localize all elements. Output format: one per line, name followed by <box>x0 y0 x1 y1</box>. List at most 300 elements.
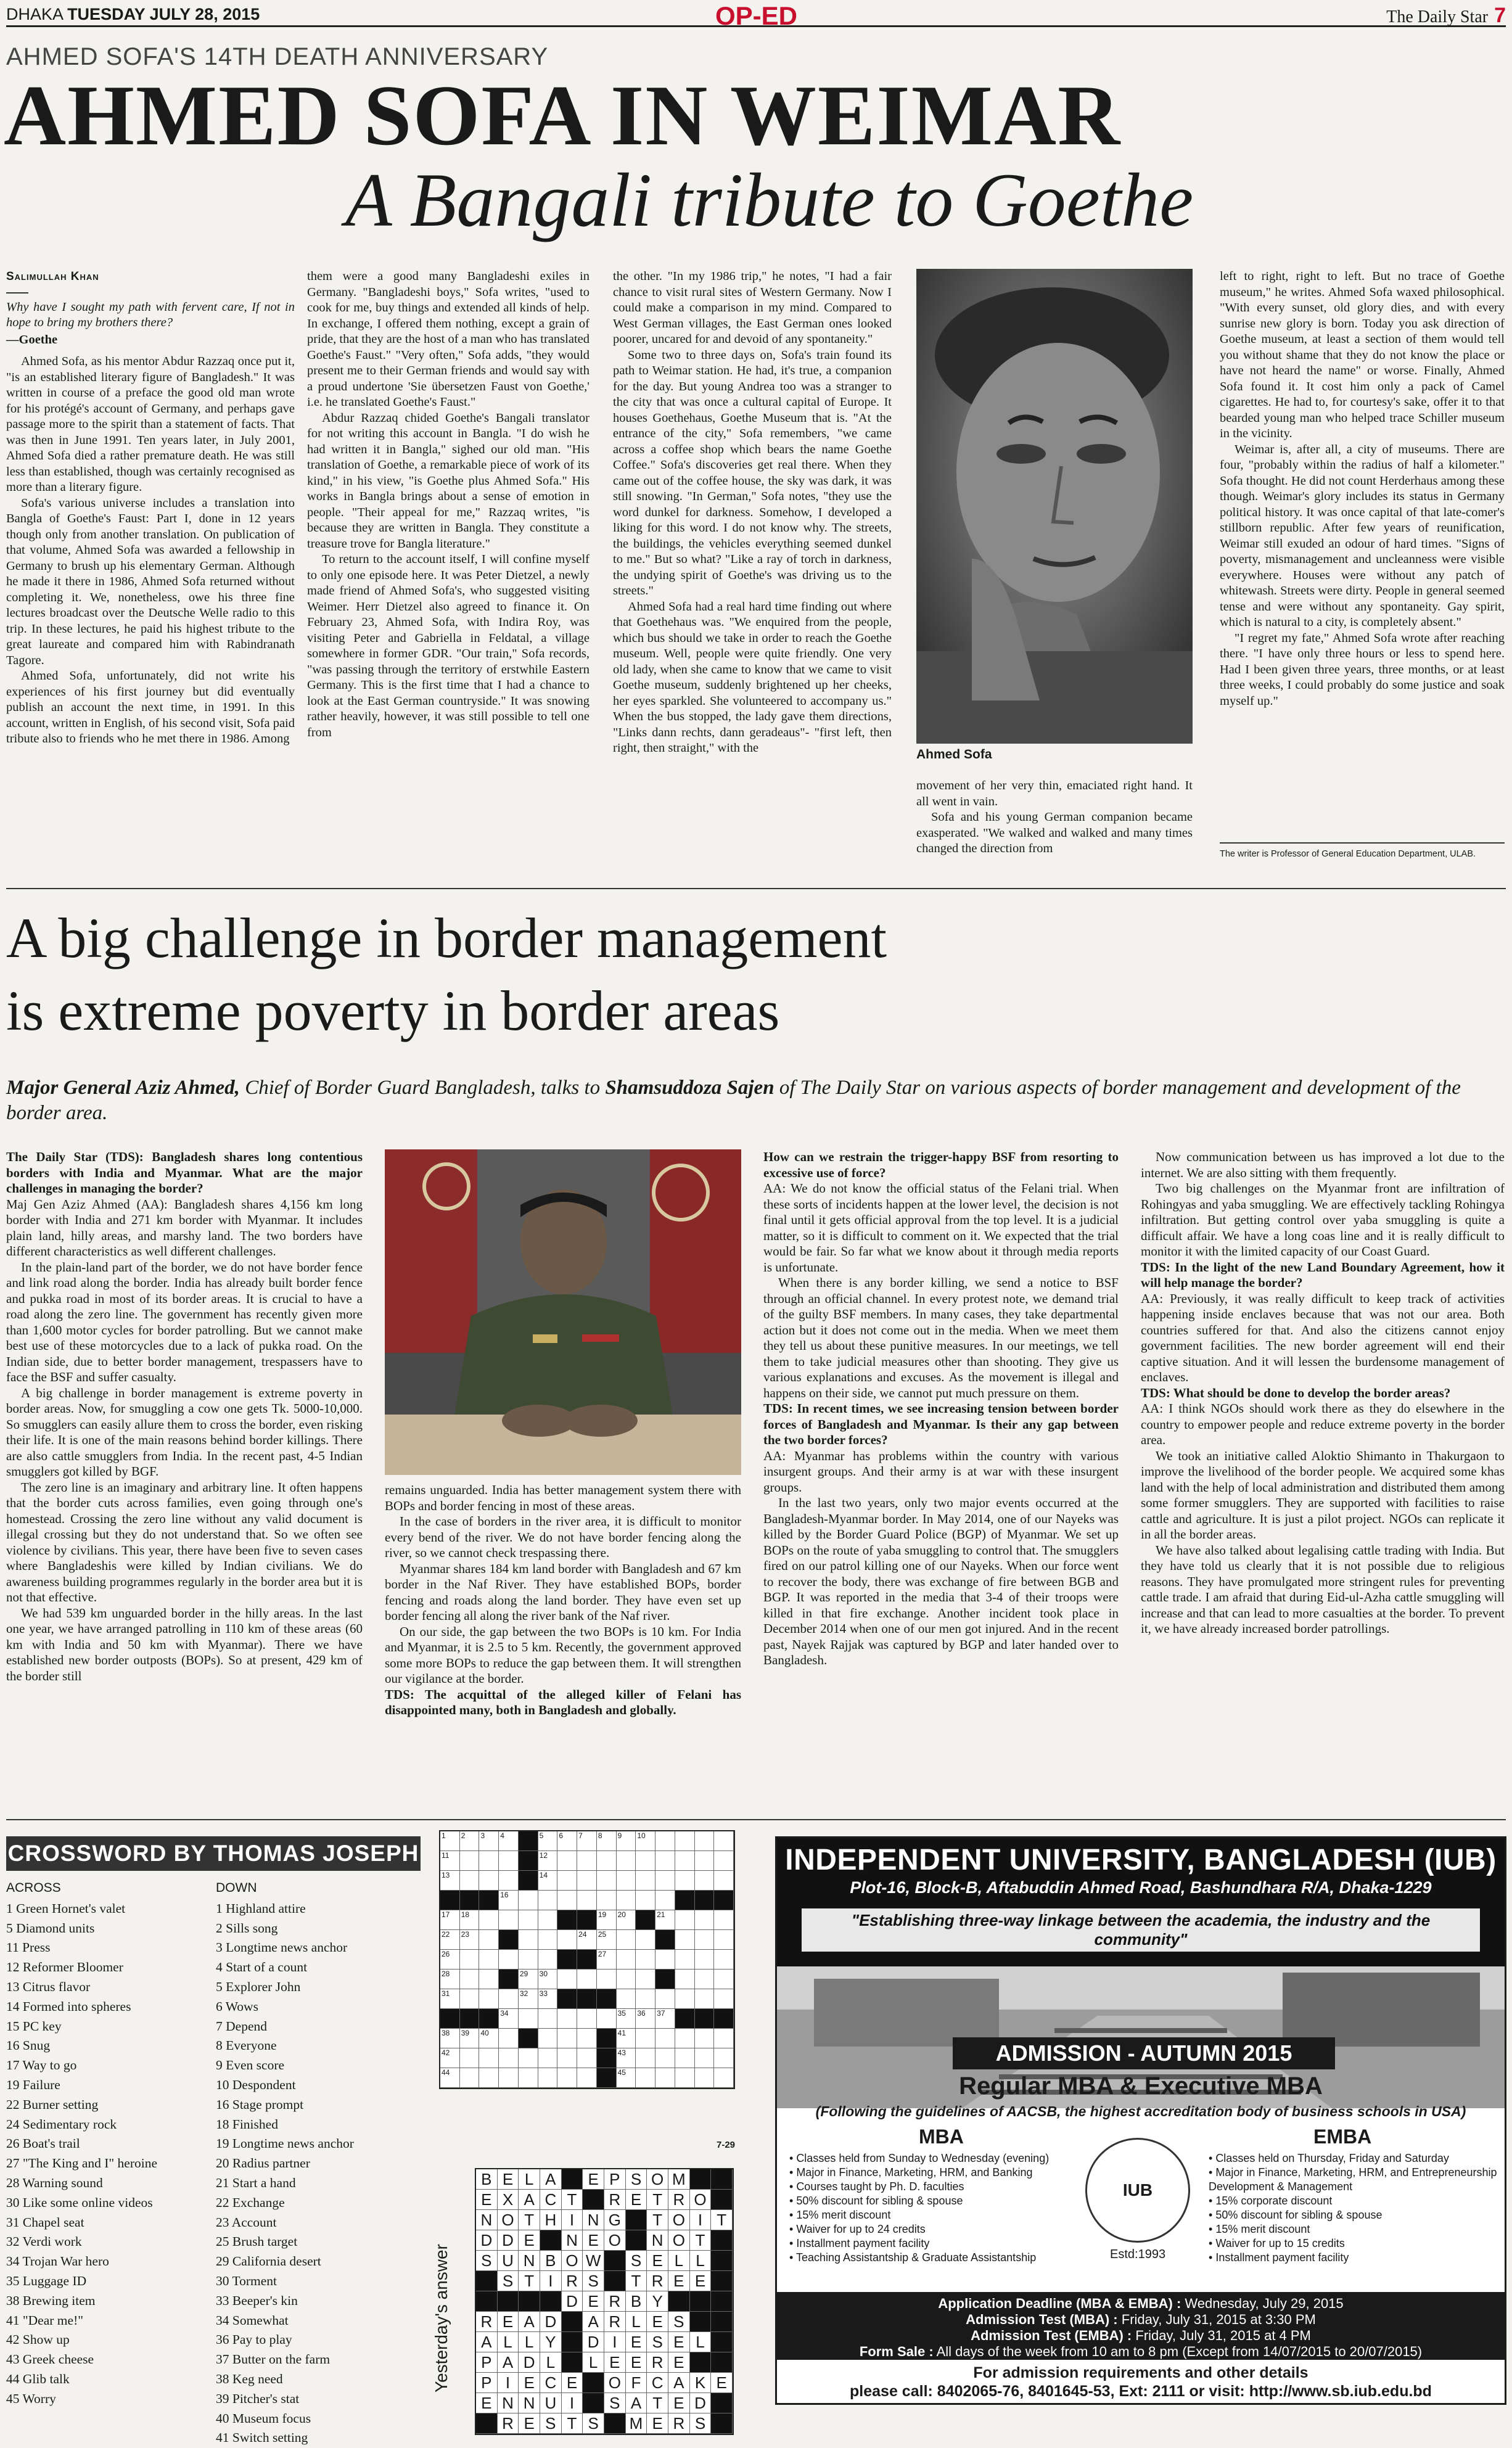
answer-block <box>476 2413 498 2434</box>
grid-cell[interactable] <box>695 1871 715 1891</box>
grid-cell[interactable] <box>557 1891 577 1910</box>
grid-cell[interactable] <box>597 1851 617 1871</box>
answer-letter: T <box>647 2190 668 2210</box>
grid-cell[interactable] <box>636 2068 655 2088</box>
grid-cell[interactable] <box>695 2068 715 2088</box>
epigraph: Why have I sought my path with fervent care, If not in hope to bring my brothers there? <box>6 300 295 329</box>
grid-cell[interactable] <box>695 1851 715 1871</box>
grid-cell[interactable] <box>636 1871 655 1891</box>
grid-block <box>519 1831 538 1851</box>
grid-cell[interactable] <box>636 1891 655 1910</box>
grid-cell[interactable] <box>714 1989 734 2009</box>
grid-cell[interactable] <box>675 1851 695 1871</box>
grid-cell[interactable]: 17 <box>440 1910 460 1930</box>
feature-item: • Installment payment facility <box>789 2236 1073 2251</box>
grid-cell[interactable] <box>714 1969 734 1989</box>
grid-cell[interactable] <box>577 1969 597 1989</box>
grid-cell[interactable]: 31 <box>440 1989 460 2009</box>
answer-block <box>626 2210 647 2230</box>
answer-block <box>690 2312 712 2332</box>
answer-letter: L <box>498 2332 519 2352</box>
grid-cell[interactable] <box>636 1851 655 1871</box>
grid-cell[interactable]: 20 <box>617 1910 636 1930</box>
answer-letter: B <box>540 2251 562 2271</box>
grid-cell[interactable]: 13 <box>440 1871 460 1891</box>
grid-cell[interactable]: 41 <box>617 2029 636 2048</box>
grid-cell[interactable] <box>499 1910 519 1930</box>
grid-cell[interactable] <box>479 1851 499 1871</box>
grid-cell[interactable]: 1 <box>440 1831 460 1851</box>
grid-cell[interactable]: 3 <box>479 1831 499 1851</box>
grid-cell[interactable] <box>577 2029 597 2048</box>
grid-block <box>636 1910 655 1930</box>
paragraph: them were a good many Bangladeshi exiles in Germany. "Bangladeshi boys," Sofa writes, "used to cook for me, buy things and extended all kinds of help. In exchange, I offered them nothing, except a grain of pride, that they are the host of a man who has translated Goethe's Faust." "Very often," Sofa adds, "they would present me to their German friends and would say with a proud undertone 'Sie übersetzen Faust von Goethe,' i.e. he translated Goethe's Faust." <box>307 269 590 409</box>
grid-cell[interactable]: 30 <box>538 1969 558 1989</box>
grid-block <box>479 2009 499 2029</box>
crossword-clue: 10 Despondent <box>216 2077 296 2092</box>
grid-cell[interactable]: 21 <box>655 1910 675 1930</box>
byline-rule <box>6 292 28 294</box>
grid-cell[interactable]: 45 <box>617 2068 636 2088</box>
answer-letter: D <box>583 2332 604 2352</box>
grid-cell[interactable]: 29 <box>519 1969 538 1989</box>
grid-cell[interactable] <box>557 2009 577 2029</box>
grid-cell[interactable] <box>636 2029 655 2048</box>
answer-block <box>498 2291 519 2312</box>
answer-letter: E <box>476 2393 498 2413</box>
grid-block <box>597 1989 617 2009</box>
grid-cell[interactable] <box>538 1930 558 1950</box>
grid-cell[interactable] <box>538 2068 558 2088</box>
answer-block <box>540 2230 562 2251</box>
answer-letter: E <box>668 2332 690 2352</box>
contact-line-1: For admission requirements and other details <box>973 2364 1309 2381</box>
grid-cell[interactable]: 9 <box>617 1831 636 1851</box>
grid-cell[interactable] <box>617 1950 636 1969</box>
grid-cell[interactable]: 7 <box>577 1831 597 1851</box>
answer-letter: E <box>711 2373 733 2393</box>
paragraph: Sofa and his young German companion became exasperated. "We walked and walked and many times changed the direction from <box>916 810 1193 855</box>
grid-cell[interactable] <box>499 1871 519 1891</box>
answer-letter: R <box>604 2190 626 2210</box>
grid-cell[interactable] <box>695 1930 715 1950</box>
grid-cell[interactable] <box>714 2029 734 2048</box>
grid-block <box>695 2009 715 2029</box>
feature-item: • 50% discount for sibling & spouse <box>789 2194 1073 2208</box>
grid-cell[interactable] <box>675 2068 695 2088</box>
page-number: 7 <box>1494 4 1506 27</box>
crossword-clue: 16 Snug <box>6 2038 51 2053</box>
grid-cell[interactable] <box>695 1950 715 1969</box>
paragraph: Ahmed Sofa, unfortunately, did not write his experiences of his first journey but did eventually publish an account the next time, in 1991. In this account, written in English, of his second visit, Sofa paid tribute also to friends who he met there in 1986. Among <box>6 669 295 745</box>
grid-cell[interactable]: 16 <box>499 1891 519 1910</box>
grid-cell[interactable]: 11 <box>440 1851 460 1871</box>
grid-cell[interactable]: 34 <box>499 2009 519 2029</box>
grid-block <box>557 1910 577 1930</box>
paragraph: A big challenge in border management is extreme poverty in border areas. Now, for smuggling a cow one gets Tk. 5000-10,000. So smugglers can easily allure them to cross the border, even risking their life. It is one of the main reasons behind border killings. There are also cattle smugglers from India. In the recent past, 4-5 Indian smugglers got killed by BGF. <box>6 1385 363 1479</box>
crossword-clue: 45 Worry <box>6 2391 56 2406</box>
grid-cell[interactable] <box>655 2029 675 2048</box>
answer-block <box>583 2393 604 2413</box>
crossword-grid[interactable] <box>439 1830 735 2089</box>
grid-cell[interactable] <box>675 2048 695 2068</box>
grid-cell[interactable] <box>714 1910 734 1930</box>
answer-block <box>604 2251 626 2271</box>
answer-letter: O <box>498 2210 519 2230</box>
mba-heading: MBA <box>919 2126 964 2148</box>
grid-cell[interactable] <box>538 2048 558 2068</box>
answer-letter: T <box>626 2271 647 2291</box>
answer: AA: Previously, it was really difficult to keep track of activities happening inside enclaves because that was not our area. Both countries suffered for that. And also the citizens cannot enjoy government facilities. The new border agreement will end their captive situation. And it will lessen the burdensome management of enclaves. <box>1141 1291 1505 1384</box>
grid-cell[interactable] <box>655 1989 675 2009</box>
photo-caption: Ahmed Sofa <box>916 747 992 762</box>
answer-letter: L <box>583 2352 604 2373</box>
crossword-clue: 8 Everyone <box>216 2038 277 2053</box>
crossword-clue: 26 Boat's trail <box>6 2136 80 2151</box>
grid-cell[interactable]: 5 <box>538 1831 558 1851</box>
grid-cell[interactable] <box>499 2048 519 2068</box>
grid-cell[interactable] <box>479 1930 499 1950</box>
grid-cell[interactable] <box>655 2068 675 2088</box>
grid-cell[interactable]: 19 <box>597 1910 617 1930</box>
grid-cell[interactable] <box>479 2048 499 2068</box>
grid-cell[interactable]: 37 <box>655 2009 675 2029</box>
grid-cell[interactable] <box>577 2048 597 2068</box>
answer-letter: D <box>562 2291 583 2312</box>
answer-letter: Y <box>647 2291 668 2312</box>
answer-letter: N <box>519 2393 540 2413</box>
grid-cell[interactable] <box>519 1950 538 1969</box>
answer-letter: M <box>668 2169 690 2190</box>
crossword-clue: 38 Keg need <box>216 2371 283 2386</box>
answer-letter: B <box>626 2291 647 2312</box>
crossword-clue: 33 Beeper's kin <box>216 2293 298 2308</box>
grid-cell[interactable]: 32 <box>519 1989 538 2009</box>
grid-cell[interactable]: 44 <box>440 2068 460 2088</box>
grid-cell[interactable] <box>636 1969 655 1989</box>
grid-cell[interactable]: 6 <box>557 1831 577 1851</box>
answer-letter: E <box>626 2332 647 2352</box>
answer-letter: E <box>668 2393 690 2413</box>
grid-cell[interactable] <box>577 1851 597 1871</box>
answer-block <box>711 2169 733 2190</box>
answer-letter: E <box>519 2230 540 2251</box>
answer-letter: O <box>604 2230 626 2251</box>
grid-cell[interactable] <box>538 1910 558 1930</box>
answer-letter: C <box>540 2373 562 2393</box>
grid-cell[interactable]: 28 <box>440 1969 460 1989</box>
grid-cell[interactable] <box>557 1851 577 1871</box>
grid-cell[interactable] <box>460 1989 480 2009</box>
answer-letter: F <box>626 2373 647 2393</box>
paragraph: Ahmed Sofa had a real hard time finding out where that Goethehaus was. "We enquired from the people, which bus should we take in order to reach the Goethe museum. Well, people were quite friendly. One very old lady, when she came to know that we came to visit Goethe museum, suddenly brightened up her cheeks, her eyes sparkled. She volunteered to accompany us." When the bus stopped, the lady gave them directions, "Links dann rechts, dann geradeaus"- "first left, then right, then straight," with the <box>613 599 892 755</box>
crossword-clue: 31 Chapel seat <box>6 2214 84 2230</box>
grid-cell[interactable]: 43 <box>617 2048 636 2068</box>
grid-block <box>519 2029 538 2048</box>
section-divider <box>6 888 1506 889</box>
grid-cell[interactable] <box>675 1910 695 1930</box>
grid-cell[interactable] <box>695 1910 715 1930</box>
answer-block <box>711 2230 733 2251</box>
answer-letter: E <box>647 2413 668 2434</box>
answer-letter: E <box>519 2373 540 2393</box>
grid-cell[interactable] <box>460 1950 480 1969</box>
grid-cell[interactable]: 12 <box>538 1851 558 1871</box>
answer-letter: S <box>647 2332 668 2352</box>
grid-cell[interactable] <box>499 1851 519 1871</box>
grid-cell[interactable]: 40 <box>479 2029 499 2048</box>
grid-cell[interactable] <box>557 1969 577 1989</box>
grid-cell[interactable] <box>460 1851 480 1871</box>
paragraph: The zero line is an imaginary and arbitrary line. It often happens that the border cuts across families, even going through one's homestead. Crossing the zero line without any valid document is illegal crossing but they do not understand that. So we often see violence by civilians. This year, there have been five to seven cases where Bangladeshis were killed by Indian civilians. We do awareness building programmes regularly in the border area but it is not that effective. <box>6 1479 363 1604</box>
grid-cell[interactable] <box>636 2048 655 2068</box>
grid-cell[interactable]: 39 <box>460 2029 480 2048</box>
grid-block <box>519 1851 538 1871</box>
grid-cell[interactable] <box>519 2068 538 2088</box>
grid-cell[interactable]: 25 <box>597 1930 617 1950</box>
crossword-clue: 24 Sedimentary rock <box>6 2116 117 2132</box>
crossword-clue: 36 Pay to play <box>216 2332 292 2347</box>
grid-block <box>597 2048 617 2068</box>
grid-cell[interactable] <box>597 1969 617 1989</box>
answer-letter: R <box>604 2312 626 2332</box>
grid-cell[interactable] <box>617 1851 636 1871</box>
grid-cell[interactable] <box>479 1969 499 1989</box>
grid-cell[interactable]: 8 <box>597 1831 617 1851</box>
grid-cell[interactable] <box>538 1950 558 1969</box>
ad-title: INDEPENDENT UNIVERSITY, BANGLADESH (IUB) <box>785 1844 1497 1876</box>
answer-letter: K <box>690 2373 712 2393</box>
grid-cell[interactable]: 14 <box>538 1871 558 1891</box>
ad-address: Plot-16, Block-B, Aftabuddin Ahmed Road, Bashundhara R/A, Dhaka-1229 <box>850 1878 1432 1897</box>
answer-letter: H <box>540 2210 562 2230</box>
answer-letter: A <box>583 2312 604 2332</box>
grid-cell[interactable] <box>499 2029 519 2048</box>
grid-cell[interactable] <box>655 1831 675 1851</box>
grid-cell[interactable] <box>557 2068 577 2088</box>
grid-cell[interactable]: 38 <box>440 2029 460 2048</box>
ahmed-sofa-portrait <box>916 269 1193 744</box>
answer-letter: I <box>604 2332 626 2352</box>
grid-cell[interactable] <box>538 2009 558 2029</box>
answer-block <box>604 2413 626 2434</box>
paper-name: The Daily Star 7 <box>1386 4 1506 27</box>
grid-cell[interactable]: 33 <box>538 1989 558 2009</box>
grid-cell[interactable] <box>479 2068 499 2088</box>
grid-cell[interactable] <box>675 1930 695 1950</box>
grid-cell[interactable] <box>675 1989 695 2009</box>
grid-cell[interactable]: 22 <box>440 1930 460 1950</box>
grid-cell[interactable] <box>577 1891 597 1910</box>
grid-cell[interactable] <box>597 2009 617 2029</box>
grid-cell[interactable] <box>636 1930 655 1950</box>
grid-cell[interactable] <box>617 1891 636 1910</box>
grid-cell[interactable] <box>479 1871 499 1891</box>
grid-cell[interactable] <box>499 1989 519 2009</box>
grid-cell[interactable] <box>617 1989 636 2009</box>
answer-letter: L <box>519 2169 540 2190</box>
answer-block <box>690 2291 712 2312</box>
paragraph: Abdur Razzaq chided Goethe's Bangali translator for not writing this account in Bangla. "I do wish he had written it in Bangla," sighed our old man. "His translation of Goethe, a remarkable piece of work of its kind," in his view, "is Goethe plus Ahmed Sofa." His works in Bangla brings about a sense of emotion in people. "Their appeal for me," Razzaq writes, "is because they are written in Bangla. They constitute a treasure trove for Bangla literature." <box>307 411 590 551</box>
grid-cell[interactable] <box>557 1871 577 1891</box>
grid-cell[interactable] <box>460 1871 480 1891</box>
grid-cell[interactable] <box>675 1969 695 1989</box>
answer: AA: We do not know the official status of the Felani trial. When these sorts of incidents happen at the lower level, the decision is not final until it gets official approval from the top level. It is a judicial matter, so it is difficult to comment on it. We expected that the trial would be fair. So far what we know about it through media reports is unfortunate. <box>763 1181 1119 1275</box>
answer-letter: T <box>647 2210 668 2230</box>
ad-contact <box>777 2364 1505 2401</box>
grid-cell[interactable] <box>597 1871 617 1891</box>
answer-letter: E <box>583 2169 604 2190</box>
grid-cell[interactable] <box>538 1891 558 1910</box>
grid-cell[interactable] <box>714 2048 734 2068</box>
grid-cell[interactable] <box>636 1950 655 1969</box>
grid-cell[interactable] <box>460 2068 480 2088</box>
grid-cell[interactable] <box>695 1831 715 1851</box>
grid-cell[interactable] <box>675 1950 695 1969</box>
answer-letter: E <box>519 2413 540 2434</box>
article1-column-5 <box>1220 269 1505 830</box>
answer-letter: C <box>647 2373 668 2393</box>
grid-block <box>557 1950 577 1969</box>
interview-column-2 <box>385 1482 741 1803</box>
author-credit: The writer is Professor of General Education Department, ULAB. <box>1220 842 1505 860</box>
headline-line-1: A big challenge in border management <box>6 906 887 969</box>
grid-cell[interactable] <box>714 1871 734 1891</box>
answer-letter: R <box>498 2413 519 2434</box>
grid-cell[interactable]: 18 <box>460 1910 480 1930</box>
grid-cell[interactable] <box>557 2048 577 2068</box>
feature-item: • 15% corporate discount <box>1209 2194 1498 2208</box>
grid-cell[interactable] <box>617 1969 636 1989</box>
grid-cell[interactable] <box>577 2068 597 2088</box>
answer-letter: T <box>519 2271 540 2291</box>
answer-letter: P <box>476 2352 498 2373</box>
grid-block <box>557 1989 577 2009</box>
grid-cell[interactable] <box>557 2029 577 2048</box>
grid-cell[interactable] <box>714 1831 734 1851</box>
grid-cell[interactable] <box>714 1851 734 1871</box>
grid-cell[interactable] <box>655 1950 675 1969</box>
answer-letter: A <box>668 2373 690 2393</box>
grid-cell[interactable] <box>577 1871 597 1891</box>
grid-cell[interactable] <box>597 1891 617 1910</box>
grid-cell[interactable] <box>714 1930 734 1950</box>
ad-header <box>777 1838 1505 1966</box>
grid-cell[interactable] <box>714 2068 734 2088</box>
grid-cell[interactable] <box>499 1950 519 1969</box>
grid-cell[interactable] <box>479 1910 499 1930</box>
grid-cell[interactable] <box>655 2048 675 2068</box>
grid-cell[interactable]: 10 <box>636 1831 655 1851</box>
answer-letter: E <box>690 2271 712 2291</box>
grid-cell[interactable] <box>557 1930 577 1950</box>
grid-cell[interactable] <box>460 1969 480 1989</box>
answer-letter: O <box>690 2190 712 2210</box>
grid-cell[interactable] <box>695 1969 715 1989</box>
answer-block <box>690 2169 712 2190</box>
answer-letter: S <box>540 2413 562 2434</box>
paragraph: movement of her very thin, emaciated right hand. It all went in vain. <box>916 779 1193 808</box>
across-list <box>6 1899 157 2409</box>
feature-item: • Waiver for up to 15 credits <box>1209 2236 1498 2251</box>
grid-cell[interactable] <box>695 2029 715 2048</box>
paragraph: On our side, the gap between the two BOPs is 10 km. For India and Myanmar, it is 2.5 to 5 km. Recently, the government approved some more BOPs to reduce the gap between them. It will strengthen our vigilance at the border. <box>385 1624 741 1686</box>
grid-cell[interactable] <box>655 1891 675 1910</box>
grid-cell[interactable] <box>675 2029 695 2048</box>
grid-cell[interactable] <box>479 1989 499 2009</box>
grid-cell[interactable]: 23 <box>460 1930 480 1950</box>
grid-block <box>519 1871 538 1891</box>
contact-line-2[interactable]: please call: 8402065-76, 8401645-53, Ext: 2111 or visit: http://www.sb.iub.edu.bd <box>850 2383 1432 2400</box>
grid-cell[interactable] <box>655 1851 675 1871</box>
grid-cell[interactable]: 4 <box>499 1831 519 1851</box>
grid-cell[interactable] <box>617 1871 636 1891</box>
answer-letter: D <box>690 2393 712 2413</box>
grid-block <box>714 1891 734 1910</box>
grid-cell[interactable]: 36 <box>636 2009 655 2029</box>
answer: AA: Myanmar has problems within the country with various insurgent groups. And their army is at war with these insurgent groups. <box>763 1448 1119 1495</box>
grid-cell[interactable] <box>636 1989 655 2009</box>
grid-cell[interactable] <box>714 1950 734 1969</box>
answer-letter: M <box>626 2413 647 2434</box>
grid-cell[interactable] <box>499 2068 519 2088</box>
answer-letter: I <box>562 2393 583 2413</box>
interview-column-1 <box>6 1149 363 1803</box>
interview-column-3 <box>763 1149 1119 1803</box>
grid-cell[interactable] <box>695 2048 715 2068</box>
article1-column-2 <box>307 269 590 873</box>
grid-cell[interactable] <box>519 2048 538 2068</box>
crossword-clue: 5 Explorer John <box>216 1979 301 1994</box>
grid-cell[interactable] <box>460 2048 480 2068</box>
grid-cell[interactable]: 26 <box>440 1950 460 1969</box>
crossword-clue: 37 Butter on the farm <box>216 2352 331 2367</box>
answer-letter: E <box>476 2190 498 2210</box>
grid-cell[interactable] <box>479 1950 499 1969</box>
grid-block <box>675 2009 695 2029</box>
answer-letter: T <box>562 2413 583 2434</box>
grid-cell[interactable] <box>675 1871 695 1891</box>
answer-letter: L <box>626 2312 647 2332</box>
grid-cell[interactable] <box>519 1891 538 1910</box>
grid-cell[interactable] <box>519 1930 538 1950</box>
crossword-clue: 41 Switch setting <box>216 2430 308 2446</box>
grid-cell[interactable]: 24 <box>577 1930 597 1950</box>
grid-cell[interactable]: 35 <box>617 2009 636 2029</box>
grid-cell[interactable] <box>695 1989 715 2009</box>
answer-letter: E <box>668 2271 690 2291</box>
grid-cell[interactable] <box>675 1831 695 1851</box>
grid-cell[interactable]: 27 <box>597 1950 617 1969</box>
grid-cell[interactable]: 42 <box>440 2048 460 2068</box>
grid-cell[interactable] <box>519 1910 538 1930</box>
feature-item: • Major in Finance, Marketing, HRM, and Banking <box>789 2166 1073 2180</box>
byline: Salimullah Khan <box>6 270 99 283</box>
form-sale-line: Form Sale : All days of the week from 10 am to 8 pm (Except from 14/07/2015 to 20/07/2015) <box>859 2344 1423 2359</box>
crossword-clue: 19 Failure <box>6 2077 60 2092</box>
answer-letter: T <box>647 2393 668 2413</box>
grid-cell[interactable] <box>538 2029 558 2048</box>
grid-cell[interactable] <box>655 1871 675 1891</box>
answer-letter: N <box>519 2251 540 2271</box>
answer-block <box>690 2352 712 2373</box>
grid-cell[interactable]: 2 <box>460 1831 480 1851</box>
paragraph: remains unguarded. India has better management system there with BOPs and border fencing in most of these areas. <box>385 1482 741 1513</box>
grid-cell[interactable] <box>577 2009 597 2029</box>
crossword-clue: 1 Highland attire <box>216 1900 306 1916</box>
grid-cell[interactable] <box>617 1930 636 1950</box>
grid-cell[interactable] <box>519 2009 538 2029</box>
